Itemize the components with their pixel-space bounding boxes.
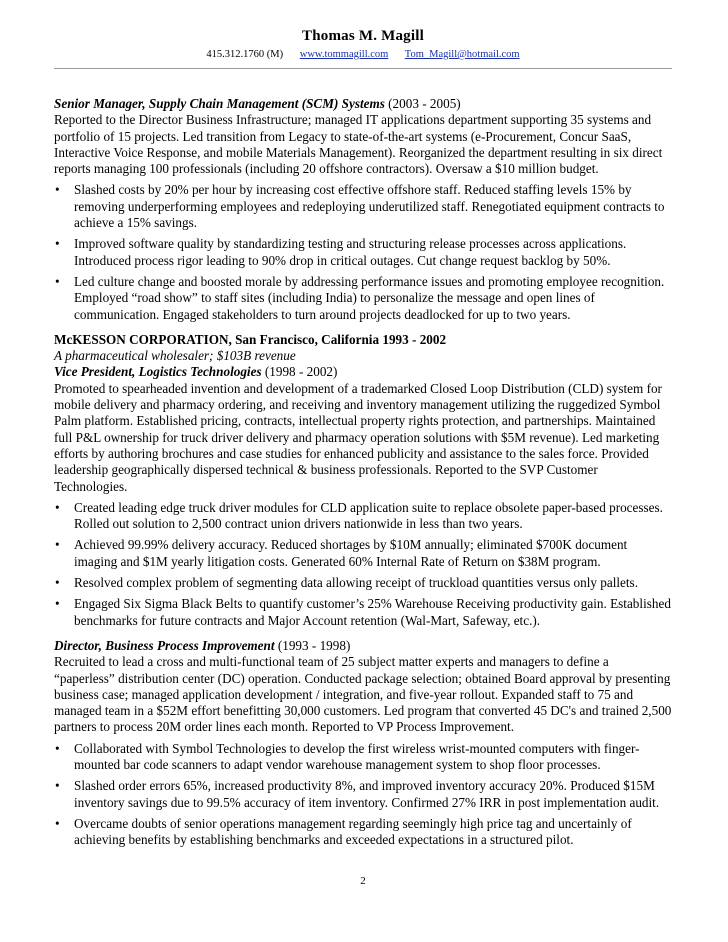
header-divider (54, 68, 672, 69)
role-title: Vice President, Logistics Technologies (54, 364, 262, 380)
candidate-name: Thomas M. Magill (302, 28, 424, 44)
list-item: • Slashed costs by 20% per hour by increasing cost effective offshore staff. Reduced staffing levels 15% by removing underperforming employees and redeploying underutilized staff. Renegotiated equipment contracts to achieve a 15% savings. (55, 182, 665, 231)
achievement-list (54, 182, 672, 322)
list-item: • Overcame doubts of senior operations management regarding seemingly high price tag and uncertainly of achieving benefits by establishing benchmarks and exceeded expectations in a structured pilot. (55, 815, 632, 848)
role-dates: (1993 - 1998) (277, 637, 351, 653)
role-summary: Recruited to lead a cross and multi-functional team of 25 subject matter experts and managers to define a “paperless” distribution center (DC) operation. Conducted package selection; obtained Board approval by presenting business case; managed application development / integration, and five-year rollout. Expanded staff to 75 and managed team in a $52M effort benefitting 30,000 customers. Led program that converted 45 DC's and trained 2,500 partners to process 20M order lines each month. Reported to VP Process Improvement. (54, 654, 672, 735)
email-link[interactable]: Tom_Magill@hotmail.com (404, 49, 520, 60)
role-dates: (1998 - 2002) (264, 364, 338, 380)
bullet-icon: • (55, 537, 60, 553)
role-title: Senior Manager, Supply Chain Management (SCM) Systems (54, 96, 385, 111)
role-dates: (2003 - 2005) (388, 96, 461, 111)
list-item: • Engaged Six Sigma Black Belts to quantify customer’s 25% Warehouse Receiving productivity gain. Established benchmarks for future contracts and Major Account retention (Wal-Mart, Safeway, etc.). (55, 596, 671, 628)
phone-number: 415.312.1760 (M) (206, 49, 284, 60)
list-item: • Led culture change and boosted morale by addressing performance issues and promoting employee recognition. Employed “road show” to staff sites (including India) to personalize the message and open lines of communication. Engaged stakeholders to turn around projects deadlocked for up to two years. (55, 273, 665, 322)
company-heading: McKESSON CORPORATION, San Francisco, California 1993 - 2002 (54, 331, 447, 347)
role-heading-logistics (54, 364, 672, 380)
achievement-list (54, 741, 672, 849)
page-number: 2 (360, 875, 366, 887)
achievement-list (54, 500, 672, 629)
bullet-icon: • (55, 236, 60, 252)
list-item: • Collaborated with Symbol Technologies to develop the first wireless wrist-mounted computers with finger-mounted bar code scanners to adapt vendor warehouse management system to shop floor processes. (55, 740, 640, 772)
role-title: Director, Business Process Improvement (54, 637, 275, 653)
website-link[interactable]: www.tommagill.com (299, 49, 389, 60)
list-item: • Resolved complex problem of segmenting data allowing receipt of truckload quantities versus only pallets. (55, 575, 638, 591)
list-item: • Slashed order errors 65%, increased productivity 8%, and improved inventory accuracy 20%. Produced $15M inventory savings due to 99.5% accuracy of item inventory. Confirmed 27% IRR in post implementation audit. (55, 778, 660, 810)
list-item: • Created leading edge truck driver modules for CLD application suite to replace obsolete paper-based processes. Rolled out solution to 2,500 contract union drivers nationwide in less than two years. (55, 499, 663, 532)
bullet-icon: • (55, 596, 60, 612)
role-summary: Promoted to spearheaded invention and development of a trademarked Closed Loop Distribution (CLD) system for mobile delivery and pharmacy ordering, and receiving and inventory management utilizing the ruggedized Symbol Palm platform. Established pricing, contracts, intellectual property rights protection, and partnerships. Maintained full P&L ownership for truck driver delivery and pharmacy operation solutions with $5M revenue). Led marketing efforts by authoring brochures and case studies for enhanced publicity and assistance to the sales force. Provided leadership geographically dispersed technical & business professionals. Reported to the SVP Customer Technologies. (54, 380, 662, 494)
role-heading-bpi (54, 638, 672, 654)
contact-line (54, 49, 672, 60)
bullet-icon: • (55, 740, 60, 756)
list-item: • Achieved 99.99% delivery accuracy. Reduced shortages by $10M annually; eliminated $700K document imaging and $1M yearly litigation costs. Generated 60% Internal Rate of Return on $38M program. (55, 537, 628, 569)
bullet-icon: • (55, 182, 60, 198)
bullet-icon: • (55, 575, 60, 591)
bullet-icon: • (55, 778, 60, 794)
bullet-icon: • (55, 815, 60, 831)
company-tagline: A pharmaceutical wholesaler; $103B revenue (54, 348, 296, 364)
role-heading-scm (54, 96, 672, 112)
list-item: • Improved software quality by standardizing testing and structuring release processes across applications. Introduced process rigor leading to 90% drop in critical outages. Cut change request backlog by 50%. (55, 236, 627, 268)
role-summary: Reported to the Director Business Infrastructure; managed IT applications department supporting 35 systems and portfolio of 15 projects. Led transition from Legacy to state-of-the-art systems (e-Procurement, Concur SaaS, Interactive Voice Response, and mobile Materials Management). Reorganized the department resulting in six direct reports managing 100 professionals (including 20 offshore contractors). Oversaw a $10 million budget. (54, 112, 663, 177)
bullet-icon: • (55, 273, 60, 289)
bullet-icon: • (55, 499, 60, 515)
resume-body (54, 96, 672, 848)
